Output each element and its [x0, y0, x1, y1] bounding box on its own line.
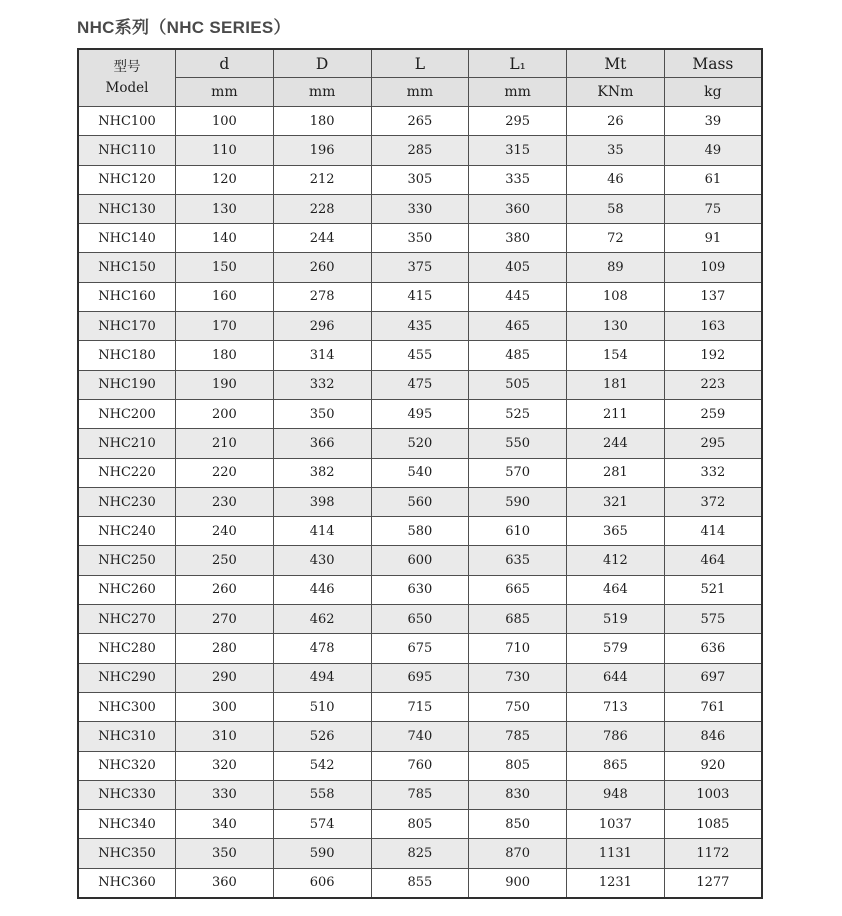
- value-cell-d: 220: [176, 458, 274, 487]
- value-cell-D: 332: [273, 370, 371, 399]
- value-cell-D: 366: [273, 429, 371, 458]
- value-cell-Mt: 713: [567, 692, 665, 721]
- table-row: [78, 429, 762, 458]
- model-cell: NHC340: [78, 810, 176, 839]
- model-cell: NHC210: [78, 429, 176, 458]
- value-cell-D: 196: [273, 136, 371, 165]
- value-cell-Mass: 49: [664, 136, 762, 165]
- model-cell: NHC250: [78, 546, 176, 575]
- value-cell-Mass: 414: [664, 517, 762, 546]
- model-header-en: Model: [105, 80, 149, 96]
- model-cell: NHC170: [78, 312, 176, 341]
- value-cell-L1: 525: [469, 399, 567, 428]
- value-cell-L1: 335: [469, 165, 567, 194]
- value-cell-Mass: 464: [664, 546, 762, 575]
- value-cell-L: 520: [371, 429, 469, 458]
- table-row: [78, 810, 762, 839]
- table-body: [78, 107, 762, 899]
- model-cell: NHC360: [78, 868, 176, 898]
- value-cell-Mt: 365: [567, 517, 665, 546]
- value-cell-d: 100: [176, 107, 274, 136]
- value-cell-Mass: 61: [664, 165, 762, 194]
- value-cell-Mt: 1231: [567, 868, 665, 898]
- value-cell-D: 314: [273, 341, 371, 370]
- value-cell-Mass: 636: [664, 634, 762, 663]
- value-cell-Mass: 761: [664, 692, 762, 721]
- value-cell-d: 280: [176, 634, 274, 663]
- value-cell-Mass: 137: [664, 282, 762, 311]
- table-row: [78, 399, 762, 428]
- model-cell: NHC300: [78, 692, 176, 721]
- value-cell-Mt: 321: [567, 487, 665, 516]
- model-cell: NHC110: [78, 136, 176, 165]
- model-cell: NHC200: [78, 399, 176, 428]
- table-row: [78, 780, 762, 809]
- value-cell-L1: 685: [469, 605, 567, 634]
- value-cell-d: 170: [176, 312, 274, 341]
- value-cell-L1: 550: [469, 429, 567, 458]
- model-cell: NHC330: [78, 780, 176, 809]
- model-cell: NHC240: [78, 517, 176, 546]
- value-cell-L: 350: [371, 224, 469, 253]
- value-cell-d: 200: [176, 399, 274, 428]
- value-cell-D: 606: [273, 868, 371, 898]
- column-unit-L1: mm: [469, 78, 567, 107]
- value-cell-Mass: 295: [664, 429, 762, 458]
- value-cell-L1: 465: [469, 312, 567, 341]
- value-cell-Mass: 575: [664, 605, 762, 634]
- value-cell-Mass: 846: [664, 722, 762, 751]
- value-cell-L: 560: [371, 487, 469, 516]
- value-cell-d: 360: [176, 868, 274, 898]
- table-row: [78, 107, 762, 136]
- value-cell-d: 230: [176, 487, 274, 516]
- value-cell-Mass: 109: [664, 253, 762, 282]
- model-cell: NHC350: [78, 839, 176, 868]
- value-cell-Mt: 26: [567, 107, 665, 136]
- value-cell-L1: 295: [469, 107, 567, 136]
- model-cell: NHC120: [78, 165, 176, 194]
- value-cell-d: 250: [176, 546, 274, 575]
- value-cell-d: 240: [176, 517, 274, 546]
- value-cell-Mt: 211: [567, 399, 665, 428]
- table-row: [78, 546, 762, 575]
- column-unit-d: mm: [176, 78, 274, 107]
- model-cell: NHC270: [78, 605, 176, 634]
- table-row: [78, 165, 762, 194]
- value-cell-d: 130: [176, 194, 274, 223]
- column-header-Mt: Mt: [567, 49, 665, 78]
- model-cell: NHC260: [78, 575, 176, 604]
- header-row-units: [78, 78, 762, 107]
- value-cell-L: 375: [371, 253, 469, 282]
- value-cell-L: 415: [371, 282, 469, 311]
- value-cell-L: 305: [371, 165, 469, 194]
- value-cell-D: 446: [273, 575, 371, 604]
- value-cell-Mass: 521: [664, 575, 762, 604]
- table-row: [78, 722, 762, 751]
- page-title: NHC系列（NHC SERIES）: [77, 18, 291, 37]
- value-cell-Mass: 1003: [664, 780, 762, 809]
- table-row: [78, 136, 762, 165]
- model-cell: NHC230: [78, 487, 176, 516]
- table-row: [78, 224, 762, 253]
- model-cell: NHC100: [78, 107, 176, 136]
- value-cell-Mt: 644: [567, 663, 665, 692]
- value-cell-D: 430: [273, 546, 371, 575]
- table-row: [78, 282, 762, 311]
- value-cell-d: 340: [176, 810, 274, 839]
- value-cell-d: 300: [176, 692, 274, 721]
- table-row: [78, 312, 762, 341]
- value-cell-d: 290: [176, 663, 274, 692]
- value-cell-d: 140: [176, 224, 274, 253]
- model-cell: NHC320: [78, 751, 176, 780]
- model-cell: NHC280: [78, 634, 176, 663]
- value-cell-L1: 590: [469, 487, 567, 516]
- value-cell-D: 494: [273, 663, 371, 692]
- value-cell-Mt: 579: [567, 634, 665, 663]
- value-cell-Mass: 697: [664, 663, 762, 692]
- value-cell-D: 478: [273, 634, 371, 663]
- value-cell-L1: 785: [469, 722, 567, 751]
- value-cell-L: 630: [371, 575, 469, 604]
- table-header: [78, 49, 762, 107]
- value-cell-Mt: 130: [567, 312, 665, 341]
- value-cell-D: 296: [273, 312, 371, 341]
- value-cell-Mt: 464: [567, 575, 665, 604]
- value-cell-L: 540: [371, 458, 469, 487]
- table-row: [78, 634, 762, 663]
- value-cell-d: 310: [176, 722, 274, 751]
- table-row: [78, 370, 762, 399]
- value-cell-Mass: 192: [664, 341, 762, 370]
- value-cell-L1: 805: [469, 751, 567, 780]
- value-cell-D: 574: [273, 810, 371, 839]
- value-cell-L: 330: [371, 194, 469, 223]
- value-cell-L1: 750: [469, 692, 567, 721]
- value-cell-Mt: 1131: [567, 839, 665, 868]
- column-header-L1: L₁: [469, 49, 567, 78]
- value-cell-d: 330: [176, 780, 274, 809]
- value-cell-L1: 505: [469, 370, 567, 399]
- value-cell-d: 110: [176, 136, 274, 165]
- value-cell-L1: 830: [469, 780, 567, 809]
- value-cell-L: 265: [371, 107, 469, 136]
- value-cell-Mt: 58: [567, 194, 665, 223]
- value-cell-Mt: 865: [567, 751, 665, 780]
- model-cell: NHC180: [78, 341, 176, 370]
- value-cell-L1: 635: [469, 546, 567, 575]
- value-cell-Mass: 91: [664, 224, 762, 253]
- value-cell-L: 715: [371, 692, 469, 721]
- value-cell-Mass: 372: [664, 487, 762, 516]
- table-row: [78, 868, 762, 898]
- value-cell-L1: 610: [469, 517, 567, 546]
- column-unit-Mt: KNm: [567, 78, 665, 107]
- model-cell: NHC290: [78, 663, 176, 692]
- column-unit-Mass: kg: [664, 78, 762, 107]
- value-cell-L: 675: [371, 634, 469, 663]
- value-cell-L1: 360: [469, 194, 567, 223]
- value-cell-d: 210: [176, 429, 274, 458]
- value-cell-Mass: 259: [664, 399, 762, 428]
- table-row: [78, 253, 762, 282]
- model-cell: NHC310: [78, 722, 176, 751]
- value-cell-L: 495: [371, 399, 469, 428]
- value-cell-L: 855: [371, 868, 469, 898]
- value-cell-d: 320: [176, 751, 274, 780]
- value-cell-d: 150: [176, 253, 274, 282]
- value-cell-D: 398: [273, 487, 371, 516]
- column-header-model: [78, 49, 176, 107]
- value-cell-D: 558: [273, 780, 371, 809]
- value-cell-d: 270: [176, 605, 274, 634]
- table-row: [78, 605, 762, 634]
- value-cell-Mt: 244: [567, 429, 665, 458]
- column-header-D: D: [273, 49, 371, 78]
- value-cell-d: 180: [176, 341, 274, 370]
- header-row-names: [78, 49, 762, 78]
- table-row: [78, 663, 762, 692]
- value-cell-D: 526: [273, 722, 371, 751]
- table-row: [78, 839, 762, 868]
- value-cell-D: 414: [273, 517, 371, 546]
- value-cell-Mt: 46: [567, 165, 665, 194]
- value-cell-Mt: 519: [567, 605, 665, 634]
- value-cell-Mass: 920: [664, 751, 762, 780]
- value-cell-L: 435: [371, 312, 469, 341]
- value-cell-Mass: 75: [664, 194, 762, 223]
- value-cell-L: 650: [371, 605, 469, 634]
- value-cell-D: 350: [273, 399, 371, 428]
- value-cell-D: 180: [273, 107, 371, 136]
- value-cell-d: 350: [176, 839, 274, 868]
- table-row: [78, 575, 762, 604]
- value-cell-Mass: 1085: [664, 810, 762, 839]
- value-cell-Mass: 223: [664, 370, 762, 399]
- value-cell-L: 740: [371, 722, 469, 751]
- value-cell-d: 120: [176, 165, 274, 194]
- value-cell-D: 244: [273, 224, 371, 253]
- value-cell-L1: 710: [469, 634, 567, 663]
- model-cell: NHC220: [78, 458, 176, 487]
- value-cell-d: 260: [176, 575, 274, 604]
- value-cell-D: 260: [273, 253, 371, 282]
- value-cell-d: 160: [176, 282, 274, 311]
- value-cell-Mt: 1037: [567, 810, 665, 839]
- value-cell-Mt: 72: [567, 224, 665, 253]
- value-cell-D: 462: [273, 605, 371, 634]
- value-cell-L1: 850: [469, 810, 567, 839]
- value-cell-D: 228: [273, 194, 371, 223]
- value-cell-Mass: 1172: [664, 839, 762, 868]
- value-cell-Mt: 108: [567, 282, 665, 311]
- value-cell-L: 825: [371, 839, 469, 868]
- value-cell-d: 190: [176, 370, 274, 399]
- value-cell-L1: 380: [469, 224, 567, 253]
- model-cell: NHC130: [78, 194, 176, 223]
- value-cell-L: 695: [371, 663, 469, 692]
- value-cell-L: 760: [371, 751, 469, 780]
- value-cell-Mass: 332: [664, 458, 762, 487]
- model-cell: NHC140: [78, 224, 176, 253]
- value-cell-L1: 405: [469, 253, 567, 282]
- table-row: [78, 692, 762, 721]
- column-header-L: L: [371, 49, 469, 78]
- value-cell-L: 455: [371, 341, 469, 370]
- column-unit-D: mm: [273, 78, 371, 107]
- model-cell: NHC160: [78, 282, 176, 311]
- value-cell-D: 212: [273, 165, 371, 194]
- value-cell-L1: 445: [469, 282, 567, 311]
- table-row: [78, 517, 762, 546]
- model-cell: NHC150: [78, 253, 176, 282]
- value-cell-L1: 900: [469, 868, 567, 898]
- value-cell-D: 542: [273, 751, 371, 780]
- model-cell: NHC190: [78, 370, 176, 399]
- value-cell-L1: 485: [469, 341, 567, 370]
- nhc-spec-table: [77, 48, 763, 899]
- value-cell-Mt: 786: [567, 722, 665, 751]
- table-row: [78, 458, 762, 487]
- value-cell-D: 382: [273, 458, 371, 487]
- value-cell-L: 580: [371, 517, 469, 546]
- value-cell-L1: 665: [469, 575, 567, 604]
- table-row: [78, 487, 762, 516]
- value-cell-L1: 570: [469, 458, 567, 487]
- value-cell-L: 805: [371, 810, 469, 839]
- value-cell-Mass: 39: [664, 107, 762, 136]
- value-cell-Mt: 412: [567, 546, 665, 575]
- table-row: [78, 341, 762, 370]
- value-cell-Mt: 154: [567, 341, 665, 370]
- value-cell-L: 285: [371, 136, 469, 165]
- value-cell-Mt: 281: [567, 458, 665, 487]
- value-cell-D: 278: [273, 282, 371, 311]
- value-cell-Mass: 163: [664, 312, 762, 341]
- value-cell-L: 475: [371, 370, 469, 399]
- value-cell-L1: 730: [469, 663, 567, 692]
- value-cell-L1: 870: [469, 839, 567, 868]
- table-row: [78, 751, 762, 780]
- model-header-cn: 型号: [113, 59, 141, 76]
- value-cell-L: 600: [371, 546, 469, 575]
- value-cell-Mt: 89: [567, 253, 665, 282]
- value-cell-Mt: 181: [567, 370, 665, 399]
- value-cell-D: 590: [273, 839, 371, 868]
- table-row: [78, 194, 762, 223]
- value-cell-Mt: 948: [567, 780, 665, 809]
- value-cell-Mass: 1277: [664, 868, 762, 898]
- column-header-d: d: [176, 49, 274, 78]
- value-cell-D: 510: [273, 692, 371, 721]
- value-cell-L1: 315: [469, 136, 567, 165]
- value-cell-Mt: 35: [567, 136, 665, 165]
- column-unit-L: mm: [371, 78, 469, 107]
- column-header-Mass: Mass: [664, 49, 762, 78]
- value-cell-L: 785: [371, 780, 469, 809]
